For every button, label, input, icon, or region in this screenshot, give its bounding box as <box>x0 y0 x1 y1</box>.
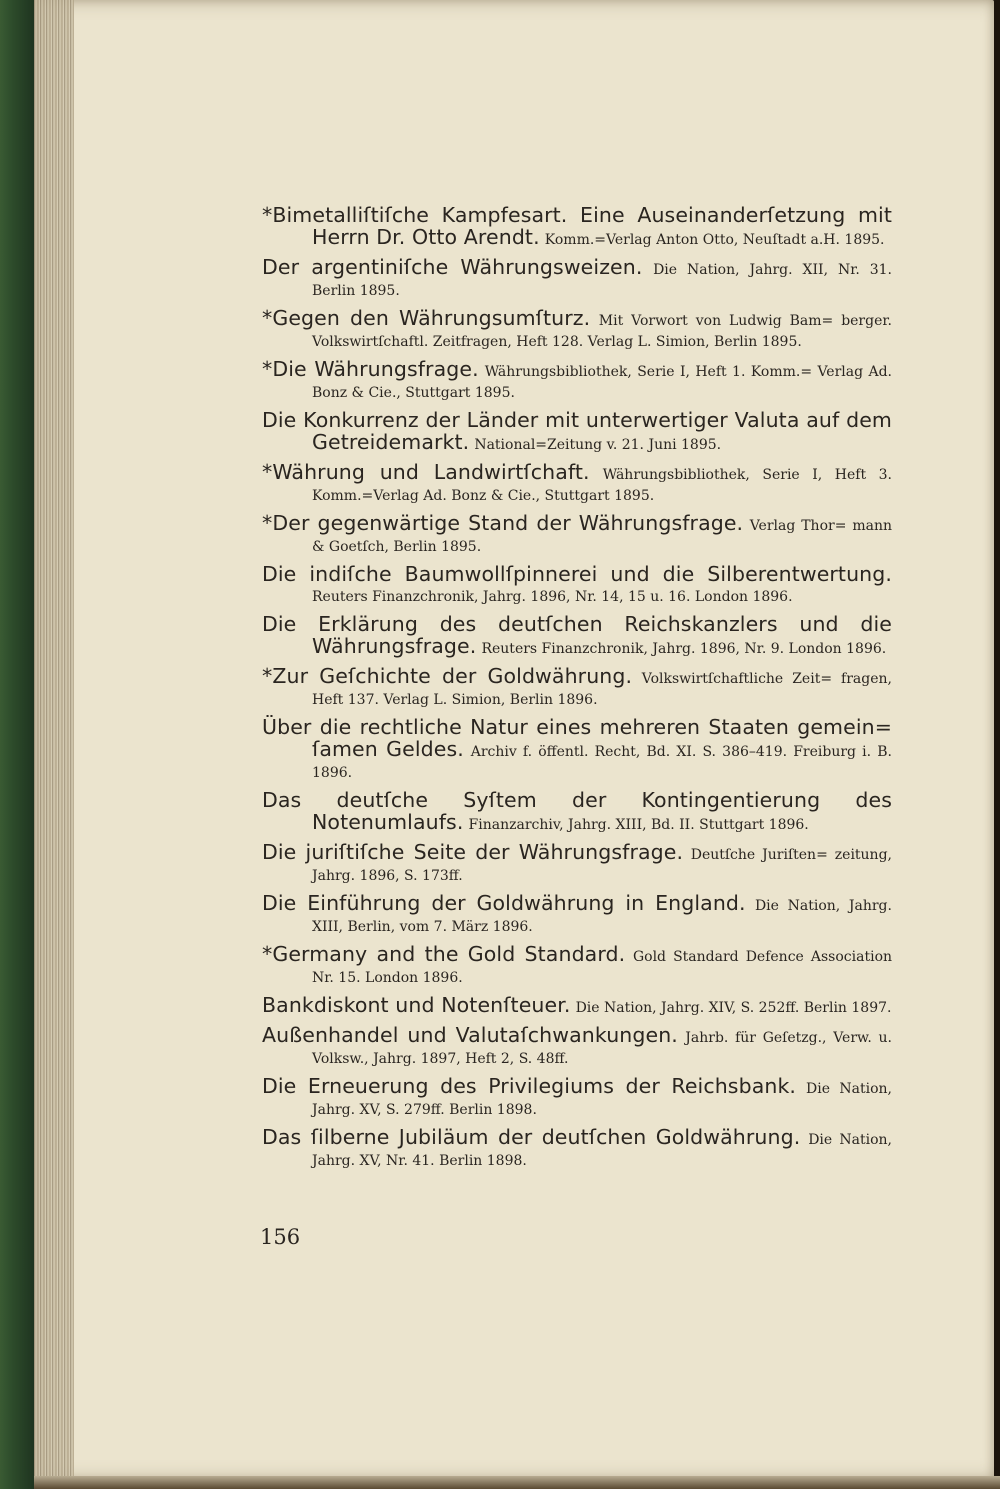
bibliography-entry <box>262 893 892 937</box>
entry-details: Die Nation, Jahrg. XV, Nr. 41. Berlin 1898. <box>312 1132 892 1169</box>
entry-details: Komm.=Verlag Anton Otto, Neuſtadt a.H. 1895. <box>544 232 885 248</box>
bibliography-entry <box>262 1025 892 1069</box>
bibliography-entry <box>262 462 892 506</box>
entry-details: Verlag Thor= mann & Goetſch, Berlin 1895. <box>312 518 892 555</box>
bibliography-entry <box>262 1076 892 1120</box>
entry-details: Jahrb. für Geſetzg., Verw. u. Volksw., Jahrg. 1897, Heft 2, S. 48ff. <box>312 1030 892 1067</box>
entry-title: Das ſilberne Jubiläum der deutſchen Goldwährung. <box>262 1125 801 1149</box>
entry-details: National=Zeitung v. 21. Juni 1895. <box>474 437 722 453</box>
bibliography-list <box>262 205 892 1178</box>
entry-details: Gold Standard Defence Association Nr. 15. London 1896. <box>312 949 893 986</box>
bibliography-entry <box>262 257 892 301</box>
page-bottom-edge <box>34 1476 1000 1489</box>
bibliography-entry <box>262 308 892 352</box>
entry-title: Die juriſtiſche Seite der Währungsfrage. <box>262 840 684 864</box>
entry-title: Die Einführung der Goldwährung in England. <box>262 891 746 915</box>
bibliography-entry <box>262 995 892 1018</box>
entry-title: Über die rechtliche Natur eines mehreren Staaten gemein= ſamen Geldes. <box>262 715 892 761</box>
entry-details: Archiv f. öffentl. Recht, Bd. XI. S. 386–419. Freiburg i. B. 1896. <box>312 744 892 781</box>
entry-title: *Zur Geſchichte der Goldwährung. <box>262 664 633 688</box>
entry-details: Die Nation, Jahrg. XV, S. 279ff. Berlin 1898. <box>312 1081 892 1118</box>
bibliography-entry <box>262 944 892 988</box>
entry-details: Reuters Finanzchronik, Jahrg. 1896, Nr. 9. London 1896. <box>481 641 887 657</box>
bibliography-entry <box>262 564 892 607</box>
bibliography-entry <box>262 513 892 557</box>
bibliography-entry <box>262 666 892 710</box>
entry-title: Der argentiniſche Währungsweizen. <box>262 255 643 279</box>
bibliography-entry <box>262 842 892 886</box>
entry-details: Die Nation, Jahrg. XIII, Berlin, vom 7. März 1896. <box>312 898 892 935</box>
entry-details: Finanzarchiv, Jahrg. XIII, Bd. II. Stuttgart 1896. <box>468 817 809 833</box>
bibliography-entry <box>262 1127 892 1171</box>
page-stack-edges <box>34 0 74 1480</box>
entry-title: Das deutſche Syſtem der Kontingentierung des Notenumlaufs. <box>262 788 892 834</box>
bibliography-entry <box>262 614 892 659</box>
entry-details: Währungsbibliothek, Serie I, Heft 3. Komm.=Verlag Ad. Bonz & Cie., Stuttgart 1895. <box>312 467 892 504</box>
entry-details: Mit Vorwort von Ludwig Bam= berger. Volkswirtſchaftl. Zeitfragen, Heft 128. Verlag L. Simion, Berlin 1895. <box>312 313 892 350</box>
entry-title: *Gegen den Währungsumſturz. <box>262 306 591 330</box>
bibliography-entry <box>262 205 892 250</box>
entry-title: Die Erklärung des deutſchen Reichskanzlers und die Währungsfrage. <box>262 612 892 658</box>
entry-details: Reuters Finanzchronik, Jahrg. 1896, Nr. 14, 15 u. 16. London 1896. <box>312 589 793 605</box>
entry-title: Bankdiskont und Notenſteuer. <box>262 993 571 1017</box>
entry-title: *Bimetalliſtiſche Kampfesart. Eine Auseinanderſetzung mit Herrn Dr. Otto Arendt. <box>262 203 892 249</box>
entry-title: *Der gegenwärtige Stand der Währungsfrage. <box>262 511 744 535</box>
bibliography-entry <box>262 359 892 403</box>
entry-title: Die Erneuerung des Privilegiums der Reichsbank. <box>262 1074 797 1098</box>
bibliography-entry <box>262 790 892 835</box>
entry-title: Die indiſche Baumwollſpinnerei und die Silberentwertung. <box>262 562 892 586</box>
entry-details: Die Nation, Jahrg. XII, Nr. 31. Berlin 1895. <box>312 262 893 299</box>
entry-details: Währungsbibliothek, Serie I, Heft 1. Komm.= Verlag Ad. Bonz & Cie., Stuttgart 1895. <box>312 364 893 401</box>
entry-title: *Die Währungsfrage. <box>262 357 479 381</box>
entry-title: *Germany and the Gold Standard. <box>262 942 626 966</box>
bibliography-entry <box>262 717 892 783</box>
entry-details: Deutſche Juriſten= zeitung, Jahrg. 1896, S. 173ff. <box>312 847 892 884</box>
entry-title: Die Konkurrenz der Länder mit unterwertiger Valuta auf dem Getreidemarkt. <box>262 408 892 454</box>
page-number: 156 <box>260 1225 301 1249</box>
book-cover-edge <box>0 0 34 1489</box>
bibliography-entry <box>262 410 892 455</box>
entry-details: Volkswirtſchaftliche Zeit= fragen, Heft 137. Verlag L. Simion, Berlin 1896. <box>312 671 892 708</box>
entry-title: Außenhandel und Valutaſchwankungen. <box>262 1023 678 1047</box>
entry-details: Die Nation, Jahrg. XIV, S. 252ff. Berlin 1897. <box>575 1000 892 1016</box>
entry-title: *Währung und Landwirtſchaft. <box>262 460 590 484</box>
